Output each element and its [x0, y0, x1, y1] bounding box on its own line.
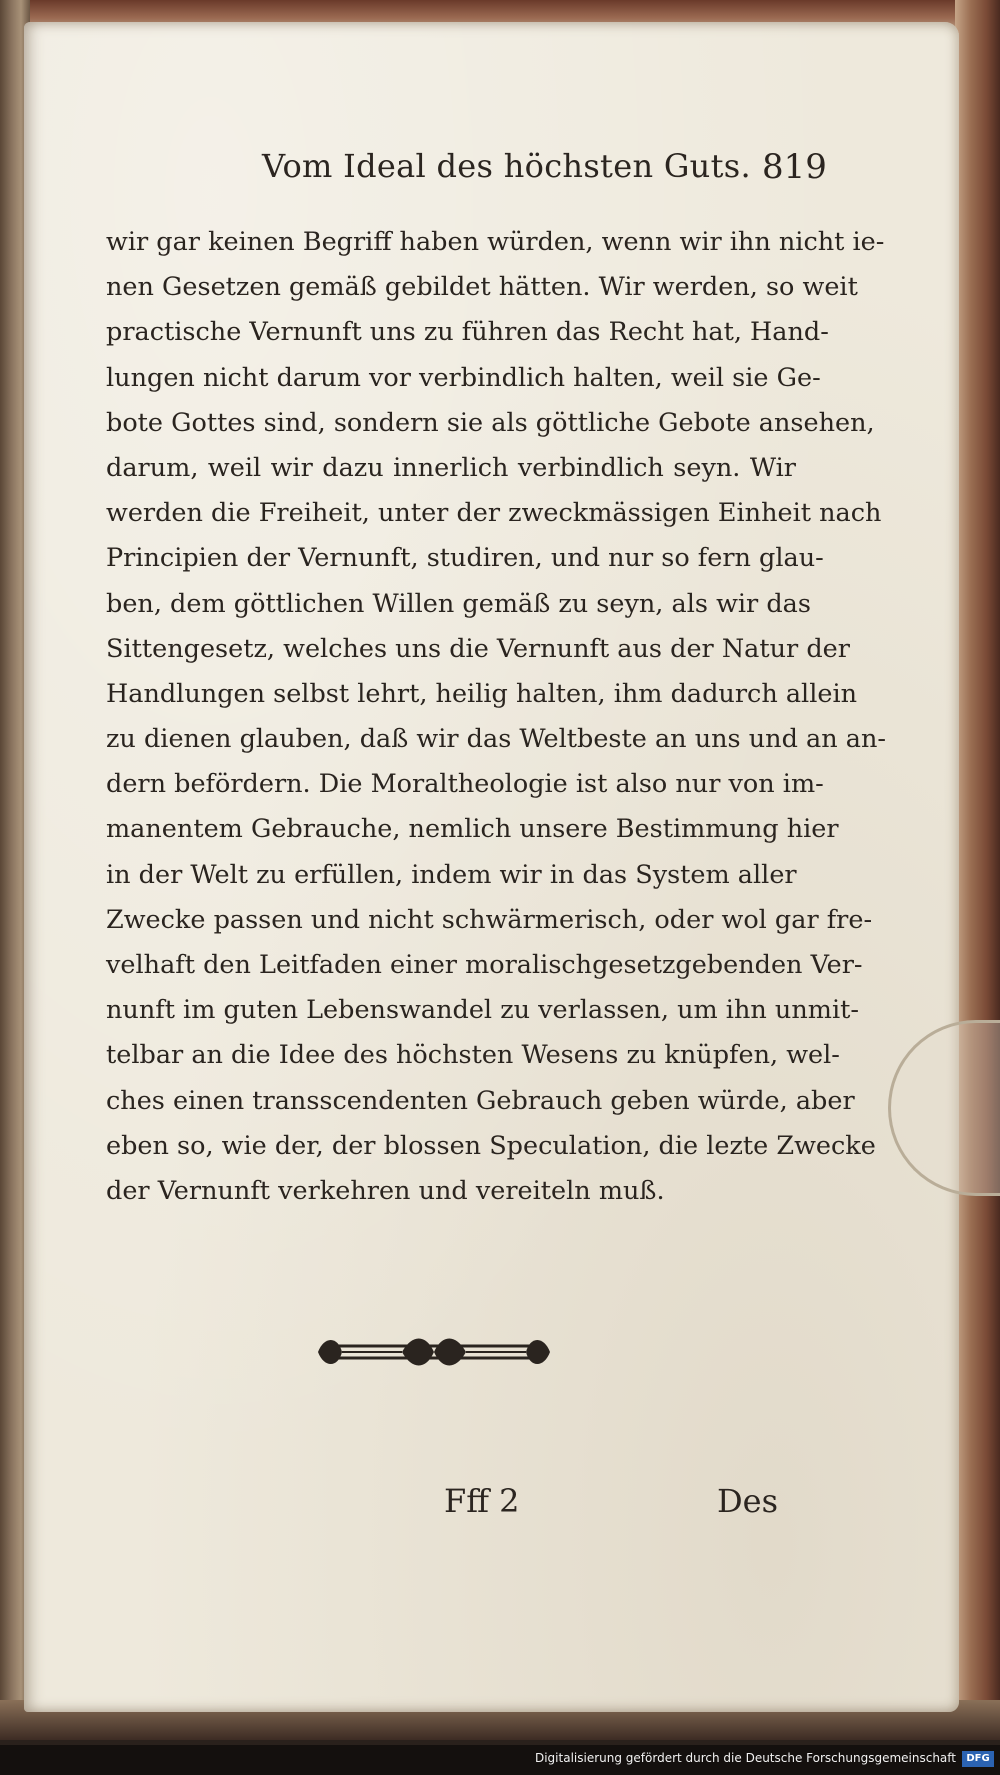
text-line: ben, dem göttlichen Willen gemäß zu seyn, als wir das [106, 588, 811, 619]
text-line: Zwecke passen und nicht schwärmerisch, oder wol gar fre- [106, 904, 873, 935]
text-line: wir gar keinen Begriff haben würden, wenn wir ihn nicht ie- [106, 227, 885, 257]
page-number: 819 [762, 147, 827, 187]
text-line: Principien der Vernunft, studiren, und nur so fern glau- [106, 543, 824, 574]
text-line: werden die Freiheit, unter der zweckmässigen Einheit nach [106, 498, 882, 529]
text-line: ches einen transscendenten Gebrauch geben würde, aber [106, 1085, 855, 1116]
book-fore-edge [955, 0, 1000, 1730]
footer-credit: Digitalisierung gefördert durch die Deutsche Forschungsgemeinschaft [534, 1751, 956, 1765]
text-line: Sittengesetz, welches uns die Vernunft aus der Natur der [106, 633, 850, 664]
ornament-icon [312, 1332, 556, 1374]
text-line: practische Vernunft uns zu führen das Recht hat, Hand- [106, 317, 829, 348]
text-line: darum, weil wir dazu innerlich verbindlich seyn. Wir [106, 452, 796, 483]
text-line: lungen nicht darum vor verbindlich halten, weil sie Ge- [106, 362, 821, 393]
text-line: der Vernunft verkehren und vereiteln muß. [106, 1175, 665, 1206]
catchword: Des [717, 1482, 779, 1520]
text-line: dern befördern. Die Moraltheologie ist also nur von im- [106, 769, 824, 800]
running-head: Vom Ideal des höchsten Guts. [262, 147, 751, 185]
text-line: bote Gottes sind, sondern sie als göttliche Gebote ansehen, [106, 407, 875, 438]
text-line: Handlungen selbst lehrt, heilig halten, ihm dadurch allein [106, 678, 858, 709]
signature-mark: Fff 2 [444, 1482, 520, 1520]
body-text [106, 220, 886, 1214]
text-line: eben so, wie der, der blossen Speculation, die lezte Zwecke [106, 1130, 876, 1161]
text-line: zu dienen glauben, daß wir das Weltbeste an uns und an an- [106, 724, 886, 755]
text-line: nunft im guten Lebenswandel zu verlassen, um ihn unmit- [106, 995, 859, 1026]
dfg-logo-icon: DFG [962, 1751, 994, 1767]
text-line: nen Gesetzen gemäß gebildet hätten. Wir werden, so weit [106, 272, 858, 303]
text-line: in der Welt zu erfüllen, indem wir in das System aller [106, 859, 797, 890]
text-line: telbar an die Idee des höchsten Wesens zu knüpfen, wel- [106, 1040, 840, 1071]
text-line: velhaft den Leitfaden einer moralischgesetzgebenden Ver- [106, 950, 863, 980]
text-line: manentem Gebrauche, nemlich unsere Bestimmung hier [106, 814, 839, 845]
